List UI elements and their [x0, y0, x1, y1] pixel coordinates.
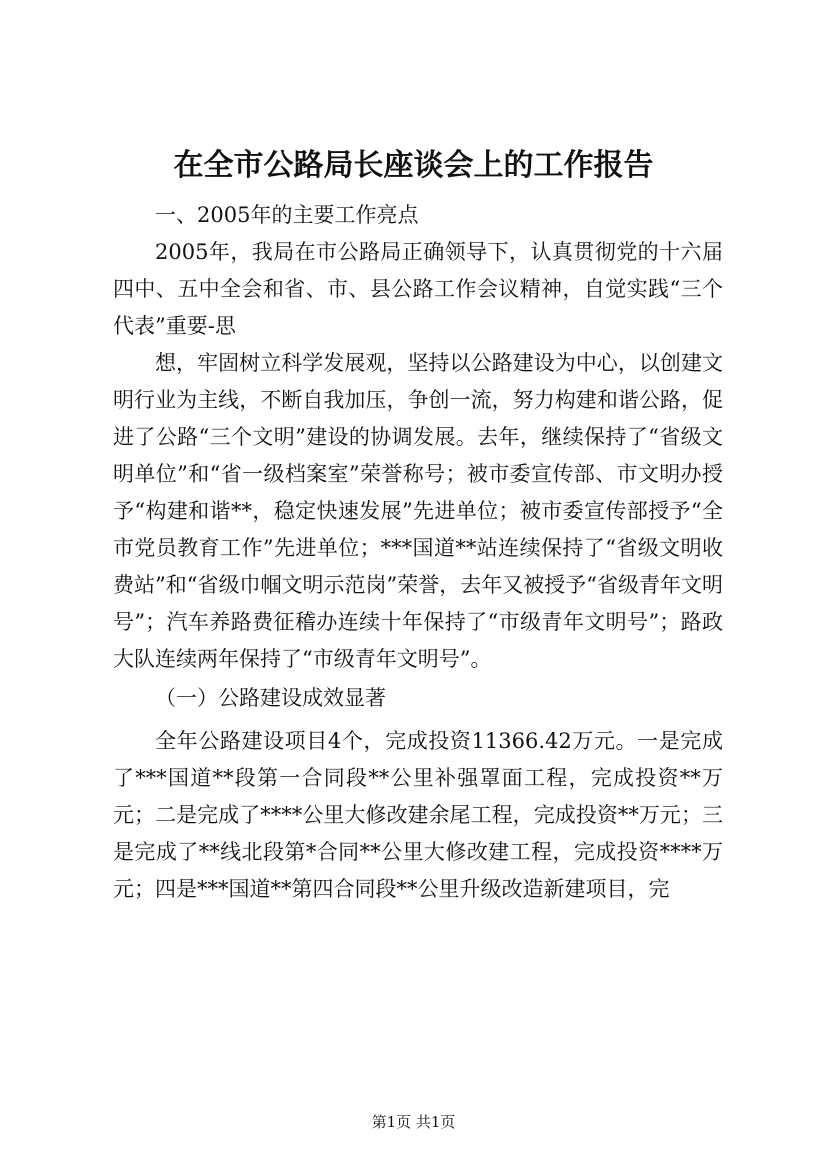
subsection-heading: （一）公路建设成效显著: [155, 686, 386, 710]
document-body: [113, 197, 723, 908]
document-title: 在全市公路局长座谈会上的工作报告: [173, 148, 654, 183]
paragraph: 全年公路建设项目4个，完成投资11366.42万元。一是完成了***国道**段第一合同段**公里补强罩面工程，完成投资**万元；二是完成了****公里大修改建余尾工程，完成投资**万元；三是完成了**线北段第*合同**公里大修改建工程，完成投资****万元；四是***国道**第四合同段**公里升级改造新建项目，完: [113, 729, 723, 901]
section-heading: 一、2005年的主要工作亮点: [155, 203, 419, 227]
paragraph: 想，牢固树立科学发展观，坚持以公路建设为中心，以创建文明行业为主线，不断自我加压，争创一流，努力构建和谐公路，促进了公路“三个文明”建设的协调发展。去年，继续保持了“省级文明单位”和“省一级档案室”荣誉称号；被市委宣传部、市文明办授予“构建和谐**，稳定快速发展”先进单位；被市委宣传部授予“全市党员教育工作”先进单位；***国道**站连续保持了“省级文明收费站”和“省级巾帼文明示范岗”荣誉，去年又被授予“省级青年文明号”；汽车养路费征稽办连续十年保持了“市级青年文明号”；路政大队连续两年保持了“市级青年文明号”。: [113, 351, 723, 671]
page-footer: 第1页 共1页: [371, 1113, 456, 1131]
paragraph: 2005年，我局在市公路局正确领导下，认真贯彻党的十六届四中、五中全会和省、市、县公路工作会议精神，自觉实践“三个代表”重要-思: [113, 240, 723, 338]
